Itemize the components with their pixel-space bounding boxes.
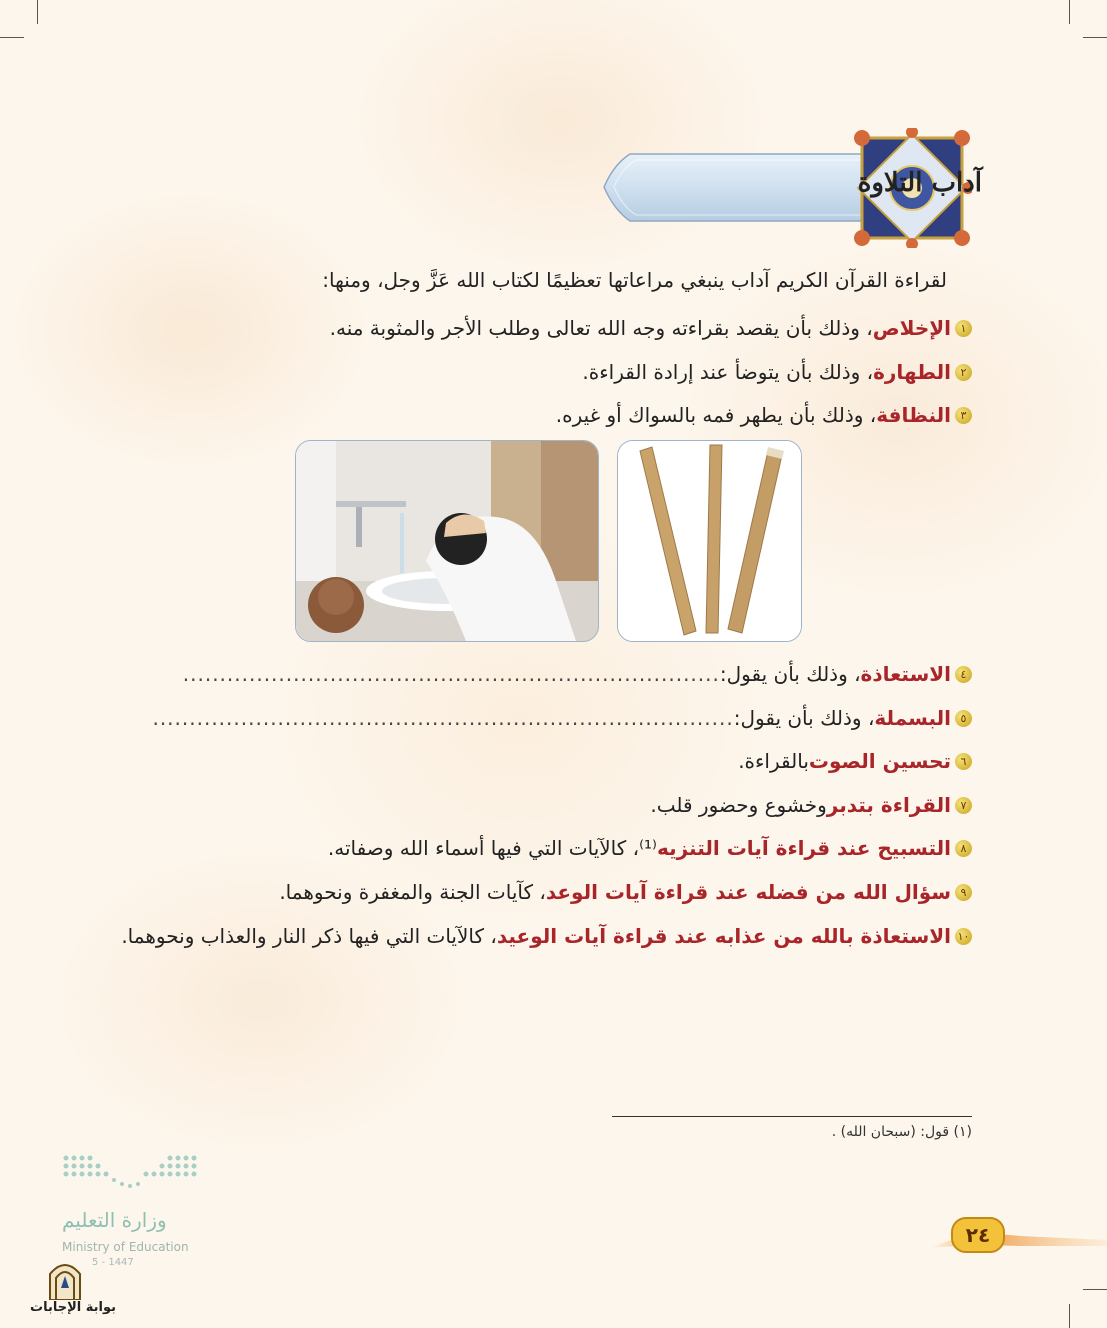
crop-mark <box>37 0 38 24</box>
footnote: (١) قول: (سبحان الله) . <box>831 1124 972 1140</box>
item-text: بالقراءة. <box>738 749 809 773</box>
list-item <box>582 360 972 384</box>
crop-mark <box>1069 1304 1070 1328</box>
item-keyword: الاستعاذة <box>860 662 951 686</box>
washing-photo <box>295 440 599 642</box>
item-text: ، وذلك بأن يتوضأ عند إرادة القراءة. <box>582 360 874 384</box>
item-text: ، وذلك بأن يقول: <box>719 662 861 686</box>
item-number-badge: ٥ <box>955 710 972 727</box>
list-item <box>738 749 972 773</box>
brand-logo-icon <box>46 1256 84 1300</box>
item-text: ، وذلك بأن يقصد بقراءته وجه الله تعالى وطلب الأجر والمثوبة منه. <box>329 316 873 340</box>
ministry-logo-dots-icon <box>62 1152 198 1198</box>
item-keyword: التسبيح عند قراءة آيات التنزيه <box>656 836 951 860</box>
ministry-name-arabic: وزارة التعليم <box>62 1208 167 1232</box>
answer-blank[interactable]: ............................................................................... <box>152 706 734 730</box>
item-number-badge: ١٠ <box>955 928 972 945</box>
ministry-year: 5 - 1447 <box>92 1257 134 1268</box>
item-keyword: الاستعاذة بالله من عذابه عند قراءة آيات الوعيد <box>496 924 951 948</box>
list-item <box>183 662 972 686</box>
list-item <box>121 924 972 948</box>
list-item <box>556 403 972 427</box>
item-number-badge: ٦ <box>955 753 972 770</box>
brand-name: بوابة الإجابات <box>30 1300 116 1315</box>
item-number-badge: ١ <box>955 320 972 337</box>
answer-blank[interactable]: ......................................................................... <box>182 662 720 686</box>
item-text: ، وذلك بأن يطهر فمه بالسواك أو غيره. <box>555 403 877 427</box>
item-keyword: القراءة بتدبر <box>826 793 951 817</box>
list-item <box>279 880 972 904</box>
item-number-badge: ٧ <box>955 797 972 814</box>
crop-mark <box>1069 0 1070 24</box>
miswak-photo <box>617 440 802 642</box>
list-item <box>152 706 972 730</box>
page-title: آداب التلاوة <box>857 168 982 198</box>
page-number: ٢٤ <box>965 1223 991 1247</box>
crop-mark <box>0 37 24 38</box>
crop-mark <box>1083 1289 1107 1290</box>
item-number-badge: ٢ <box>955 364 972 381</box>
item-keyword: الطهارة <box>873 360 951 384</box>
crop-mark <box>1083 37 1107 38</box>
item-keyword: الإخلاص <box>872 316 951 340</box>
item-keyword: النظافة <box>876 403 951 427</box>
item-number-badge: ٤ <box>955 666 972 683</box>
item-text: ، وذلك بأن يقول: <box>733 706 875 730</box>
item-number-badge: ٣ <box>955 407 972 424</box>
item-text: ، كآيات الجنة والمغفرة ونحوهما. <box>279 880 546 904</box>
intro-text: لقراءة القرآن الكريم آداب ينبغي مراعاتها تعظيمًا لكتاب الله عَزَّ وجل، ومنها: <box>322 268 947 292</box>
footnote-divider <box>612 1116 972 1117</box>
item-text: وخشوع وحضور قلب. <box>650 793 827 817</box>
item-number-badge: ٨ <box>955 840 972 857</box>
item-number-badge: ٩ <box>955 884 972 901</box>
list-item <box>330 316 972 340</box>
item-text: ⁽¹⁾، كالآيات التي فيها أسماء الله وصفاته. <box>327 836 657 860</box>
ministry-name-english: Ministry of Education <box>62 1240 189 1254</box>
item-keyword: سؤال الله من فضله عند قراءة آيات الوعد <box>545 880 951 904</box>
list-item <box>328 836 972 860</box>
item-text: ، كالآيات التي فيها ذكر النار والعذاب ونحوهما. <box>121 924 497 948</box>
item-keyword: البسملة <box>874 706 951 730</box>
item-keyword: تحسين الصوت <box>808 749 951 773</box>
list-item <box>650 793 972 817</box>
